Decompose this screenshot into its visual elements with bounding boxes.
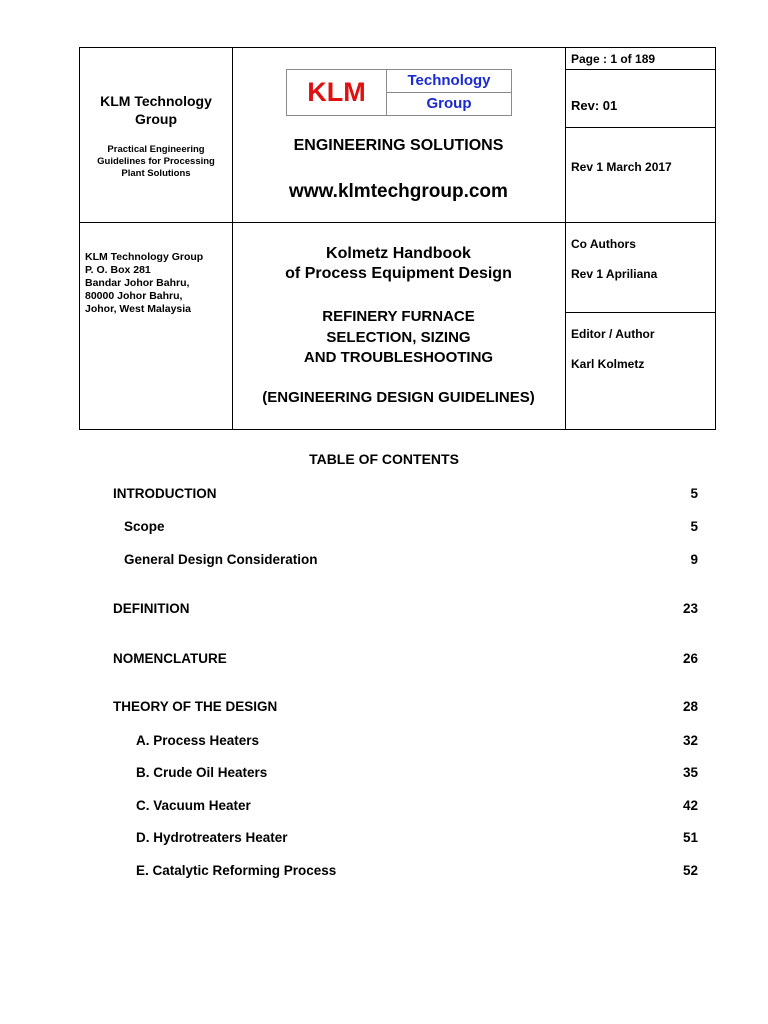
tagline-line: Plant Solutions bbox=[121, 168, 191, 179]
toc-entry-page: 5 bbox=[690, 519, 698, 534]
subject-line: REFINERY FURNACE bbox=[322, 308, 475, 325]
address-line: P. O. Box 281 bbox=[85, 264, 151, 276]
editor-name: Karl Kolmetz bbox=[571, 357, 645, 371]
toc-entry-label: A. Process Heaters bbox=[136, 733, 260, 748]
toc-entry-definition[interactable] bbox=[0, 601, 768, 619]
handbook-title-line: of Process Equipment Design bbox=[285, 265, 512, 282]
co-authors-label: Co Authors bbox=[571, 237, 636, 251]
editor-label: Editor / Author bbox=[571, 327, 655, 341]
toc-entry-label: D. Hydrotreaters Heater bbox=[136, 830, 288, 845]
address-line: KLM Technology Group bbox=[85, 251, 204, 263]
toc-entry-page: 42 bbox=[682, 798, 698, 813]
company-address bbox=[85, 251, 203, 316]
address-line: 80000 Johor Bahru, bbox=[85, 290, 183, 302]
toc-entry-process-heaters[interactable] bbox=[0, 733, 768, 751]
handbook-title bbox=[232, 244, 565, 284]
row-divider bbox=[80, 222, 715, 223]
company-name-line: KLM Technology bbox=[100, 93, 212, 109]
toc-entry-scope[interactable] bbox=[0, 519, 768, 537]
toc-entry-label: General Design Consideration bbox=[124, 552, 318, 567]
toc-entry-page: 5 bbox=[690, 486, 698, 501]
revision: Rev: 01 bbox=[571, 98, 618, 113]
toc-entry-page: 28 bbox=[682, 699, 698, 714]
toc-entry-nomenclature[interactable] bbox=[0, 651, 768, 669]
logo-group-text: Group bbox=[426, 95, 472, 112]
column-divider bbox=[565, 48, 566, 429]
address-line: Bandar Johor Bahru, bbox=[85, 277, 190, 289]
page-number: Page : 1 of 189 bbox=[571, 52, 656, 66]
toc-entry-general-design[interactable] bbox=[0, 552, 768, 570]
toc-entry-label: NOMENCLATURE bbox=[113, 651, 227, 666]
toc-entry-introduction[interactable] bbox=[0, 486, 768, 504]
guidelines-label: (ENGINEERING DESIGN GUIDELINES) bbox=[262, 389, 535, 406]
toc-entry-label: THEORY OF THE DESIGN bbox=[113, 699, 278, 714]
toc-entry-hydrotreaters-heater[interactable] bbox=[0, 830, 768, 848]
toc-entry-label: Scope bbox=[124, 519, 165, 534]
toc-entry-theory[interactable] bbox=[0, 699, 768, 717]
toc-entry-label: C. Vacuum Heater bbox=[136, 798, 251, 813]
toc-entry-label: B. Crude Oil Heaters bbox=[136, 765, 268, 780]
company-name bbox=[80, 92, 232, 128]
tagline bbox=[80, 144, 232, 180]
toc-title: TABLE OF CONTENTS bbox=[309, 451, 459, 467]
logo-klm-text: KLM bbox=[287, 70, 387, 115]
subject-line: SELECTION, SIZING bbox=[326, 328, 471, 346]
klm-logo bbox=[286, 69, 512, 116]
toc-entry-label: DEFINITION bbox=[113, 601, 190, 616]
company-name-line: Group bbox=[135, 111, 177, 127]
toc-entry-label: E. Catalytic Reforming Process bbox=[136, 863, 337, 878]
toc-entry-page: 32 bbox=[682, 733, 698, 748]
toc-entry-catalytic-reforming[interactable] bbox=[0, 863, 768, 881]
co-author-name: Rev 1 Apriliana bbox=[571, 267, 658, 281]
toc-entry-page: 52 bbox=[682, 863, 698, 878]
row-divider bbox=[565, 312, 715, 313]
row-divider bbox=[565, 69, 715, 70]
handbook-title-line: Kolmetz Handbook bbox=[326, 245, 471, 262]
toc-entry-crude-oil-heaters[interactable] bbox=[0, 765, 768, 783]
subject-line: AND TROUBLESHOOTING bbox=[303, 349, 494, 366]
address-line: Johor, West Malaysia bbox=[85, 303, 192, 315]
engineering-solutions: ENGINEERING SOLUTIONS bbox=[293, 137, 504, 154]
toc-entry-page: 51 bbox=[682, 830, 698, 845]
toc-entry-page: 9 bbox=[690, 552, 698, 567]
toc-entry-page: 23 bbox=[682, 601, 698, 616]
column-divider bbox=[232, 48, 233, 429]
toc-entry-page: 35 bbox=[682, 765, 698, 780]
logo-technology-text: Technology bbox=[387, 70, 511, 93]
tagline-line: Practical Engineering bbox=[107, 144, 205, 155]
tagline-line: Guidelines for Processing bbox=[97, 156, 215, 167]
document-subject bbox=[232, 307, 565, 369]
toc-entry-vacuum-heater[interactable] bbox=[0, 798, 768, 816]
document-header-table bbox=[79, 47, 716, 430]
toc-entry-label: INTRODUCTION bbox=[113, 486, 217, 501]
row-divider bbox=[565, 127, 715, 128]
toc-entry-page: 26 bbox=[682, 651, 698, 666]
revision-date: Rev 1 March 2017 bbox=[571, 160, 672, 174]
website-link[interactable]: www.klmtechgroup.com bbox=[289, 181, 508, 202]
